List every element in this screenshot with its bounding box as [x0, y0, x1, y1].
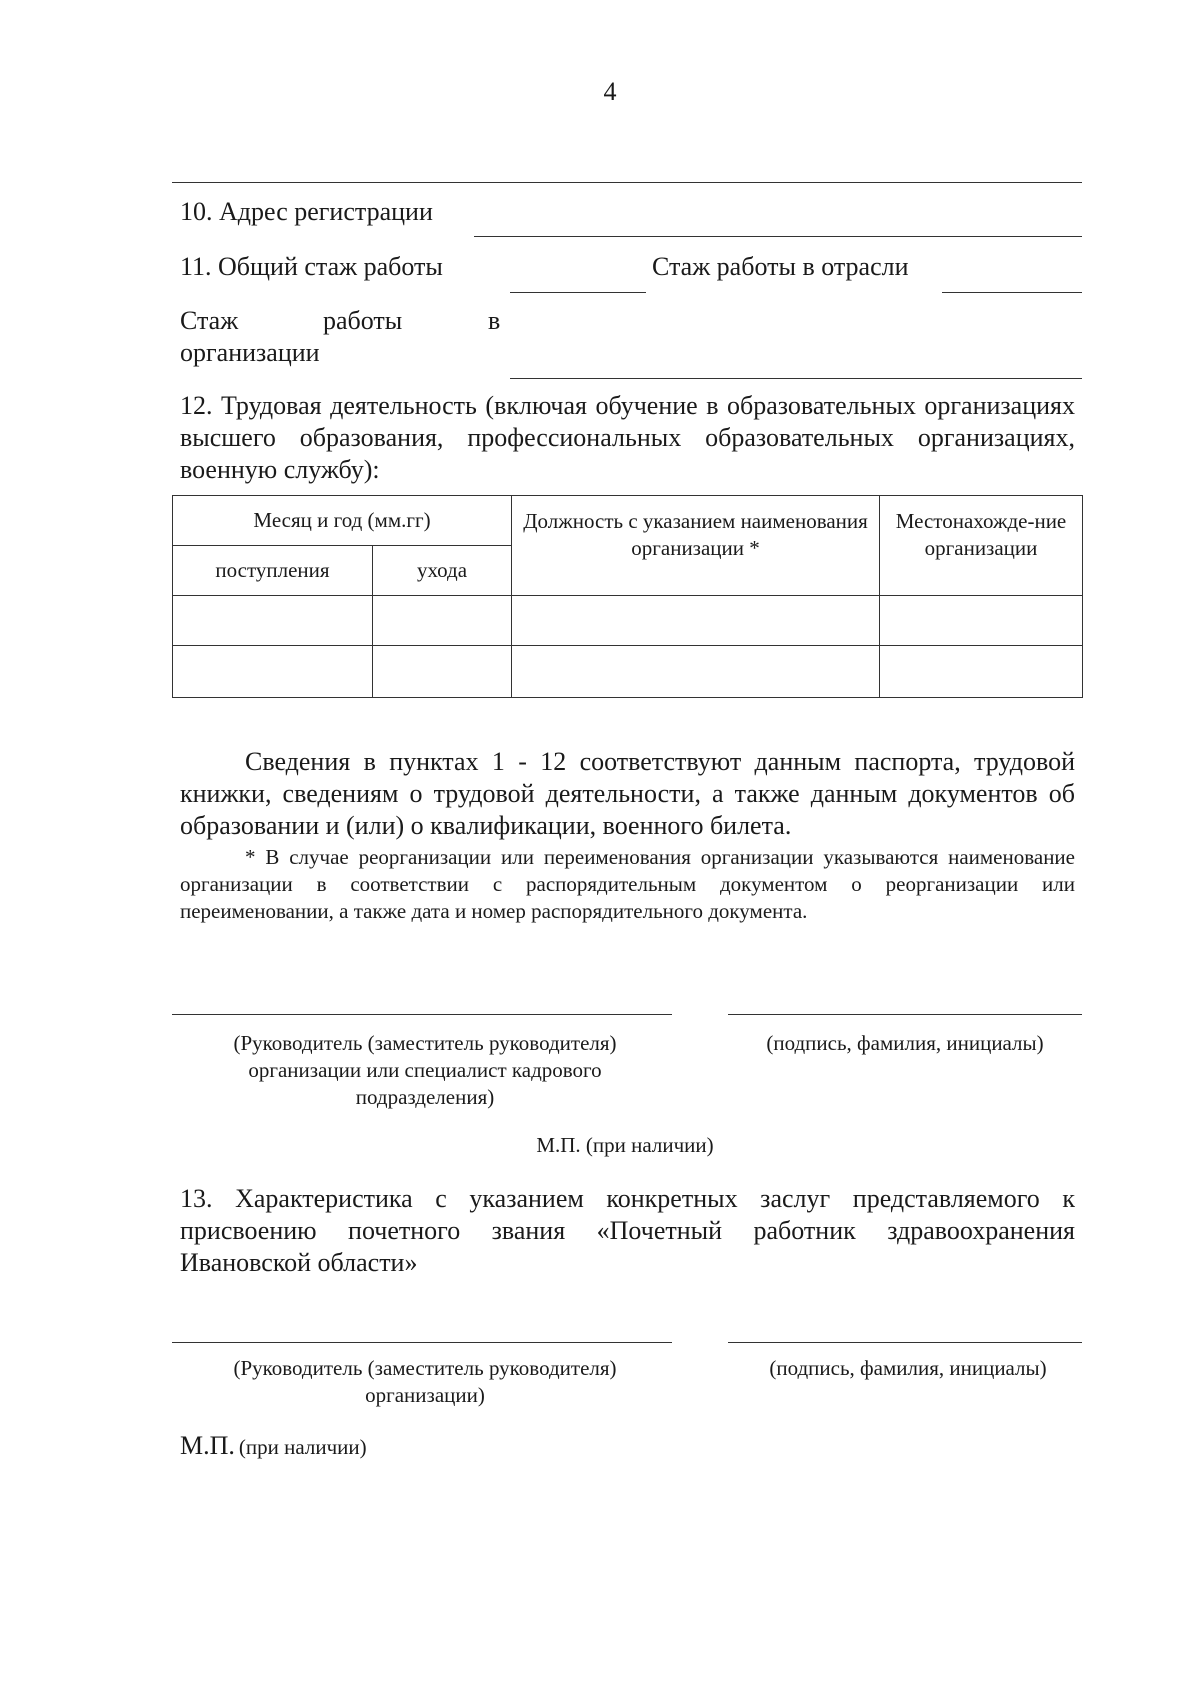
table-cell[interactable] — [173, 596, 373, 646]
page-number: 4 — [603, 77, 617, 106]
table-cell[interactable] — [880, 596, 1083, 646]
stamp-note: М.П. (при наличии) — [536, 1133, 714, 1157]
signatory-caption-2: (Руководитель (заместитель руководителя) организации) — [233, 1356, 617, 1407]
org-experience-word-4: организации — [180, 338, 320, 367]
table-cell[interactable] — [512, 596, 880, 646]
signature-caption-2: (подпись, фамилия, инициалы) — [769, 1356, 1047, 1380]
signature-field-2[interactable] — [728, 1342, 1082, 1343]
total-experience-label: 11. Общий стаж работы — [180, 252, 443, 281]
table-row — [173, 596, 1083, 646]
work-history-intro: 12. Трудовая деятельность (включая обучение в образовательных организациях высшего образования, профессиональных образовательных организациях, военную службу): — [180, 391, 1075, 484]
table-cell[interactable] — [373, 596, 512, 646]
table-cell[interactable] — [373, 646, 512, 698]
org-experience-word-1: Стаж — [180, 306, 239, 335]
signatory-caption: (Руководитель (заместитель руководителя) организации или специалист кадрового подразделения) — [233, 1031, 617, 1109]
signature-caption: (подпись, фамилия, инициалы) — [766, 1031, 1044, 1055]
org-experience-word-3: в — [488, 306, 501, 335]
stamp-condition-2: (при наличии) — [238, 1435, 367, 1459]
table-cell[interactable] — [880, 646, 1083, 698]
signature-field[interactable] — [728, 1014, 1082, 1015]
work-history-table — [172, 495, 1083, 698]
signatory-position-field[interactable] — [172, 1014, 672, 1015]
footnote-text: * В случае реорганизации или переименования организации указываются наименование организации в соответствии с распорядительным документом о реорганизации или переименовании, а также дата и номер распорядительного документа. — [180, 845, 1075, 923]
stamp-mp-2: М.П. — [180, 1431, 235, 1460]
total-experience-field[interactable] — [510, 292, 646, 293]
signatory-position-field-2[interactable] — [172, 1342, 672, 1343]
top-rule — [172, 182, 1082, 183]
subheader-entry: поступления — [173, 546, 373, 596]
header-position: Должность с указанием наименования организации * — [512, 496, 880, 596]
industry-experience-label: Стаж работы в отрасли — [652, 252, 909, 281]
characteristic-text: 13. Характеристика с указанием конкретных заслуг представляемого к присвоению почетного звания «Почетный работник здравоохранения Ивановской области» — [180, 1184, 1075, 1277]
registration-address-field[interactable] — [474, 236, 1082, 237]
table-row — [173, 646, 1083, 698]
stamp-note-2 — [180, 1431, 367, 1461]
org-experience-field[interactable] — [510, 378, 1082, 379]
table-cell[interactable] — [512, 646, 880, 698]
certification-text: Сведения в пунктах 1 - 12 соответствуют данным паспорта, трудовой книжки, сведениям о трудовой деятельности, а также данным документов об образовании и (или) о квалификации, военного билета. — [180, 747, 1075, 840]
industry-experience-field[interactable] — [942, 292, 1082, 293]
table-cell[interactable] — [173, 646, 373, 698]
header-month-year: Месяц и год (мм.гг) — [173, 496, 512, 546]
org-experience-word-2: работы — [323, 306, 403, 335]
registration-address-label: 10. Адрес регистрации — [180, 197, 433, 226]
header-location: Местонахожде-ние организации — [880, 496, 1083, 596]
subheader-exit: ухода — [373, 546, 512, 596]
